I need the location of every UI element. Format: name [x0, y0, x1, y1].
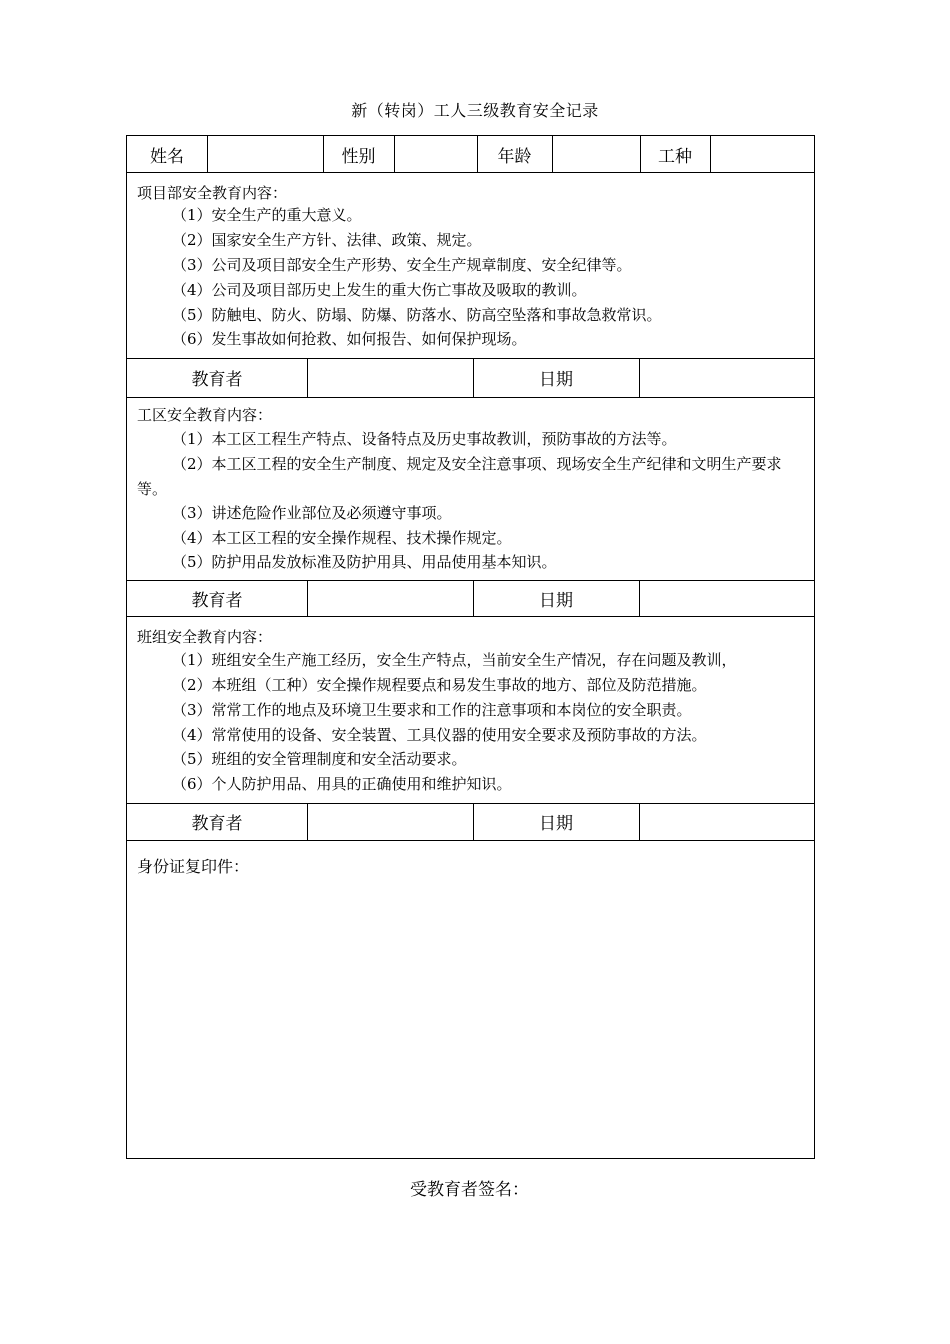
list-item: （3）常常工作的地点及环境卫生要求和工作的注意事项和本岗位的安全职责。 — [172, 701, 692, 719]
name-field[interactable] — [207, 136, 323, 172]
list-item: （6）发生事故如何抢救、如何报告、如何保护现场。 — [172, 330, 527, 348]
list-item: （5）防护用品发放标准及防护用具、用品使用基本知识。 — [172, 553, 557, 571]
trade-field[interactable] — [710, 136, 814, 172]
date-label: 日期 — [539, 370, 573, 390]
list-item: （2）本工区工程的安全生产制度、规定及安全注意事项、现场安全生产纪律和文明生产要求等。 — [137, 455, 782, 498]
age-label: 年龄 — [497, 146, 532, 167]
list-item: （5）防触电、防火、防塌、防爆、防落水、防高空坠落和事故急救常识。 — [172, 306, 662, 324]
list-item: （3）讲述危险作业部位及必须遵守事项。 — [172, 504, 452, 522]
age-field[interactable] — [552, 136, 640, 172]
divider — [127, 616, 814, 617]
trainee-signature-label: 受教育者签名： — [410, 1180, 529, 1200]
trade-label: 工种 — [658, 146, 692, 167]
list-item: （2）本班组（工种）安全操作规程要点和易发生事故的地方、部位及防范措施。 — [172, 676, 707, 694]
id-copy-area[interactable] — [127, 876, 814, 1156]
divider — [127, 397, 814, 398]
gender-label: 性别 — [341, 146, 376, 167]
divider — [127, 840, 814, 841]
date-label: 日期 — [539, 590, 573, 611]
work-area-section-heading: 工区安全教育内容： — [137, 406, 273, 424]
educator-field[interactable] — [307, 580, 473, 616]
list-item: （1）班组安全生产施工经历，安全生产特点，当前安全生产情况，存在问题及教训， — [172, 651, 737, 669]
divider — [127, 172, 814, 173]
list-item: （4）常常使用的设备、安全装置、工具仪器的使用安全要求及预防事故的方法。 — [172, 726, 707, 744]
list-item: （4）公司及项目部历史上发生的重大伤亡事故及吸取的教训。 — [172, 281, 587, 299]
educator-label: 教育者 — [191, 814, 243, 834]
list-item: （1）本工区工程生产特点、设备特点及历史事故教训，预防事故的方法等。 — [172, 430, 677, 448]
document-title: 新（转岗）工人三级教育安全记录 — [351, 101, 599, 120]
list-item: （1）安全生产的重大意义。 — [172, 206, 362, 224]
list-item: （6）个人防护用品、用具的正确使用和维护知识。 — [172, 775, 512, 793]
list-item: （4）本工区工程的安全操作规程、技术操作规定。 — [172, 529, 512, 547]
name-label: 姓名 — [150, 146, 184, 167]
list-item: （2）国家安全生产方针、法律、政策、规定。 — [172, 231, 482, 249]
project-section-heading: 项目部安全教育内容： — [137, 184, 288, 202]
id-copy-label: 身份证复印件： — [137, 857, 250, 876]
date-field[interactable] — [639, 803, 814, 840]
educator-field[interactable] — [307, 358, 473, 397]
team-section-heading: 班组安全教育内容： — [137, 628, 273, 646]
gender-field[interactable] — [394, 136, 477, 172]
list-item: （3）公司及项目部安全生产形势、安全生产规章制度、安全纪律等。 — [172, 256, 632, 274]
educator-field[interactable] — [307, 803, 473, 840]
education-record-form — [126, 135, 815, 1159]
date-field[interactable] — [639, 580, 814, 616]
list-item: （5）班组的安全管理制度和安全活动要求。 — [172, 750, 467, 768]
date-field[interactable] — [639, 358, 814, 397]
date-label: 日期 — [539, 814, 573, 834]
educator-label: 教育者 — [191, 590, 243, 611]
educator-label: 教育者 — [191, 370, 243, 390]
